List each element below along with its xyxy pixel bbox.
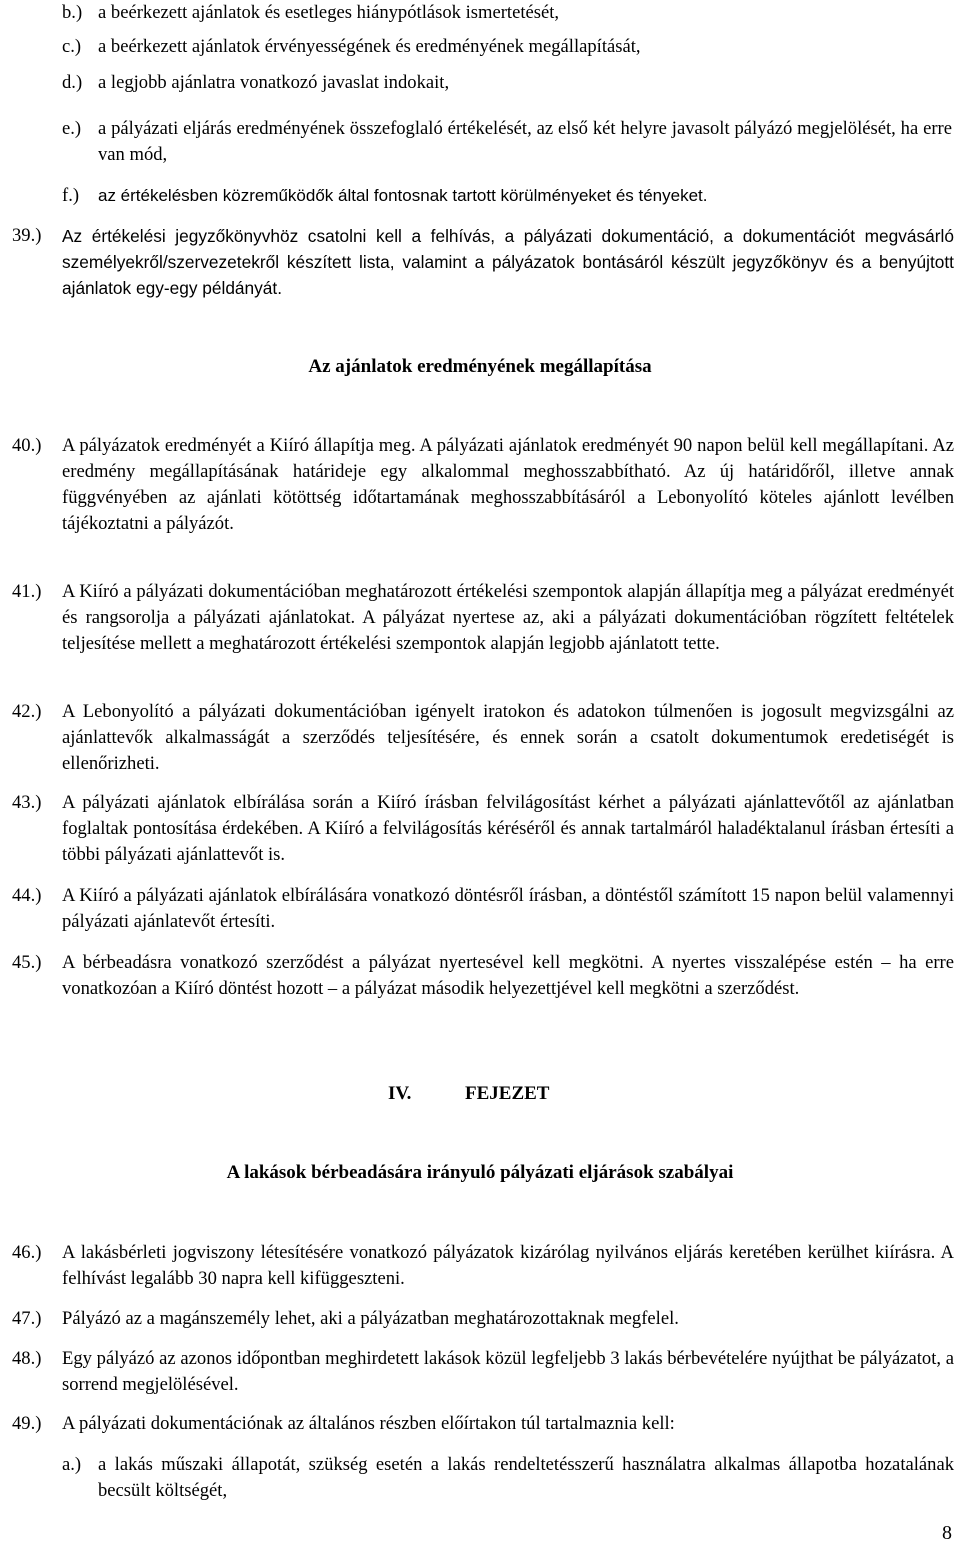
item-text: a legjobb ajánlatra vonatkozó javaslat indokait, — [98, 72, 450, 93]
item-label: a.) — [62, 1454, 82, 1475]
paragraph-45 — [12, 950, 954, 1002]
paragraph-text: A Kiíró a pályázati dokumentációban meghatározott értékelési szempontok alapján állapítja meg a pályázat eredményét és rangsorolja a pályázati ajánlatokat. A pályázat nyertese az, aki a pályázati dokumentációban rögzített feltételek teljesítése mellett a meghatározott értékelési szempontok alapján legjobb ajánlatott tette. — [62, 581, 954, 654]
paragraph-text: A pályázatok eredményét a Kiíró állapítja meg. A pályázati ajánlatok eredményét 90 napon belül kell megállapítani. Az eredmény megállapításának határideje egy alkalommal meghosszabbítható. Az új határidőről, illetve annak függvényében az ajánlati kötöttség időtartamának meghosszabbításáról a Lebonyolító köteles ajánlott levélben tájékoztatni a pályázót. — [62, 435, 954, 534]
paragraph-text: A Lebonyolító a pályázati dokumentációban igényelt iratokon és adatokon túlmenően is jogosult megvizsgálni az ajánlattevők alkalmasságát a szerződés teljesítésére, és ennek során a csatolt dokumentumok eredetiségét is ellenőrizheti. — [62, 701, 954, 774]
paragraph-44 — [12, 883, 954, 935]
paragraph-text: A Kiíró a pályázati ajánlatok elbírálására vonatkozó döntésről írásban, a döntéstől számított 15 napon belül valamennyi pályázati ajánlatevőt értesíti. — [62, 885, 954, 932]
section-heading: Az ajánlatok eredményének megállapítása — [308, 356, 652, 377]
paragraph-39 — [12, 223, 954, 301]
paragraph-number: 48.) — [12, 1348, 42, 1369]
paragraph-number: 39.) — [12, 225, 42, 246]
item-text: az értékelésben közreműködők által fontosnak tartott körülményeket és tényeket. — [98, 186, 708, 205]
item-text: a lakás műszaki állapotát, szükség esetén a lakás rendeltetésszerű használatra alkalmas állapotba hozatalának becsült költségét, — [98, 1454, 954, 1501]
paragraph-47 — [12, 1306, 954, 1332]
item-text: a beérkezett ajánlatok érvényességének és eredményének megállapítását, — [98, 36, 641, 57]
chapter-heading: A lakások bérbeadására irányuló pályázati eljárások szabályai — [226, 1162, 734, 1183]
paragraph-number: 40.) — [12, 435, 42, 456]
paragraph-number: 47.) — [12, 1308, 42, 1329]
item-text: a beérkezett ajánlatok és esetleges hiánypótlások ismertetését, — [98, 2, 560, 23]
paragraph-46 — [12, 1240, 954, 1292]
paragraph-number: 46.) — [12, 1242, 42, 1263]
list-item-f — [62, 183, 952, 209]
page-number: 8 — [942, 1522, 952, 1544]
paragraph-text: A bérbeadásra vonatkozó szerződést a pályázat nyertesével kell megkötni. A nyertes visszalépése estén – ha erre vonatkozóan a Kiíró döntést hozott – a pályázat második helyezettjével kell megkötni a szerződést. — [62, 952, 954, 999]
paragraph-43 — [12, 790, 954, 868]
paragraph-48 — [12, 1346, 954, 1398]
item-label: c.) — [62, 36, 82, 57]
paragraph-text: A pályázati dokumentációnak az általános részben előírtakon túl tartalmaznia kell: — [62, 1413, 675, 1434]
paragraph-text: A lakásbérleti jogviszony létesítésére vonatkozó pályázatok kizárólag nyilvános eljárás keretében kerülhet kiírásra. A felhívást legalább 30 napra kell kifüggeszteni. — [62, 1242, 954, 1289]
paragraph-number: 45.) — [12, 952, 42, 973]
paragraph-40 — [12, 433, 954, 537]
item-label: b.) — [62, 2, 83, 23]
item-label: f.) — [62, 185, 80, 206]
paragraph-number: 42.) — [12, 701, 42, 722]
paragraph-number: 44.) — [12, 885, 42, 906]
paragraph-42 — [12, 699, 954, 777]
list-item-b — [62, 0, 952, 26]
list-item-d — [62, 70, 952, 96]
item-label: d.) — [62, 72, 83, 93]
list-item-a — [62, 1452, 954, 1504]
chapter-roman: IV. — [388, 1083, 412, 1104]
item-label: e.) — [62, 118, 82, 139]
paragraph-49 — [12, 1411, 954, 1437]
list-item-e — [62, 116, 952, 168]
paragraph-41 — [12, 579, 954, 657]
item-text: a pályázati eljárás eredményének összefoglaló értékelését, az első két helyre javasolt pályázó megjelölését, ha erre van mód, — [98, 118, 952, 165]
paragraph-number: 41.) — [12, 581, 42, 602]
list-item-c — [62, 34, 952, 60]
paragraph-number: 43.) — [12, 792, 42, 813]
paragraph-text: Egy pályázó az azonos időpontban meghirdetett lakások közül legfeljebb 3 lakás bérbevételére nyújthat be pályázatot, a sorrend megjelölésével. — [62, 1348, 954, 1395]
chapter-title: FEJEZET — [465, 1083, 550, 1104]
paragraph-text: Pályázó az a magánszemély lehet, aki a pályázatban meghatározottaknak megfelel. — [62, 1308, 679, 1329]
paragraph-number: 49.) — [12, 1413, 42, 1434]
paragraph-text: A pályázati ajánlatok elbírálása során a Kiíró írásban felvilágosítást kérhet a pályázati ajánlattevőtől az ajánlatban foglaltak pontosítása érdekében. A Kiíró a felvilágosítás kéréséről és annak tartalmáról haladéktalanul írásban értesíti a többi pályázati ajánlattevőt is. — [62, 792, 954, 865]
paragraph-text: Az értékelési jegyzőkönyvhöz csatolni kell a felhívás, a pályázati dokumentáció, a dokumentációt megvásárló személyekről/szervezetekről készített lista, valamint a pályázatok bontásáról készült jegyzőkönyv és a benyújtott ajánlatok egy-egy példányát. — [62, 226, 954, 298]
